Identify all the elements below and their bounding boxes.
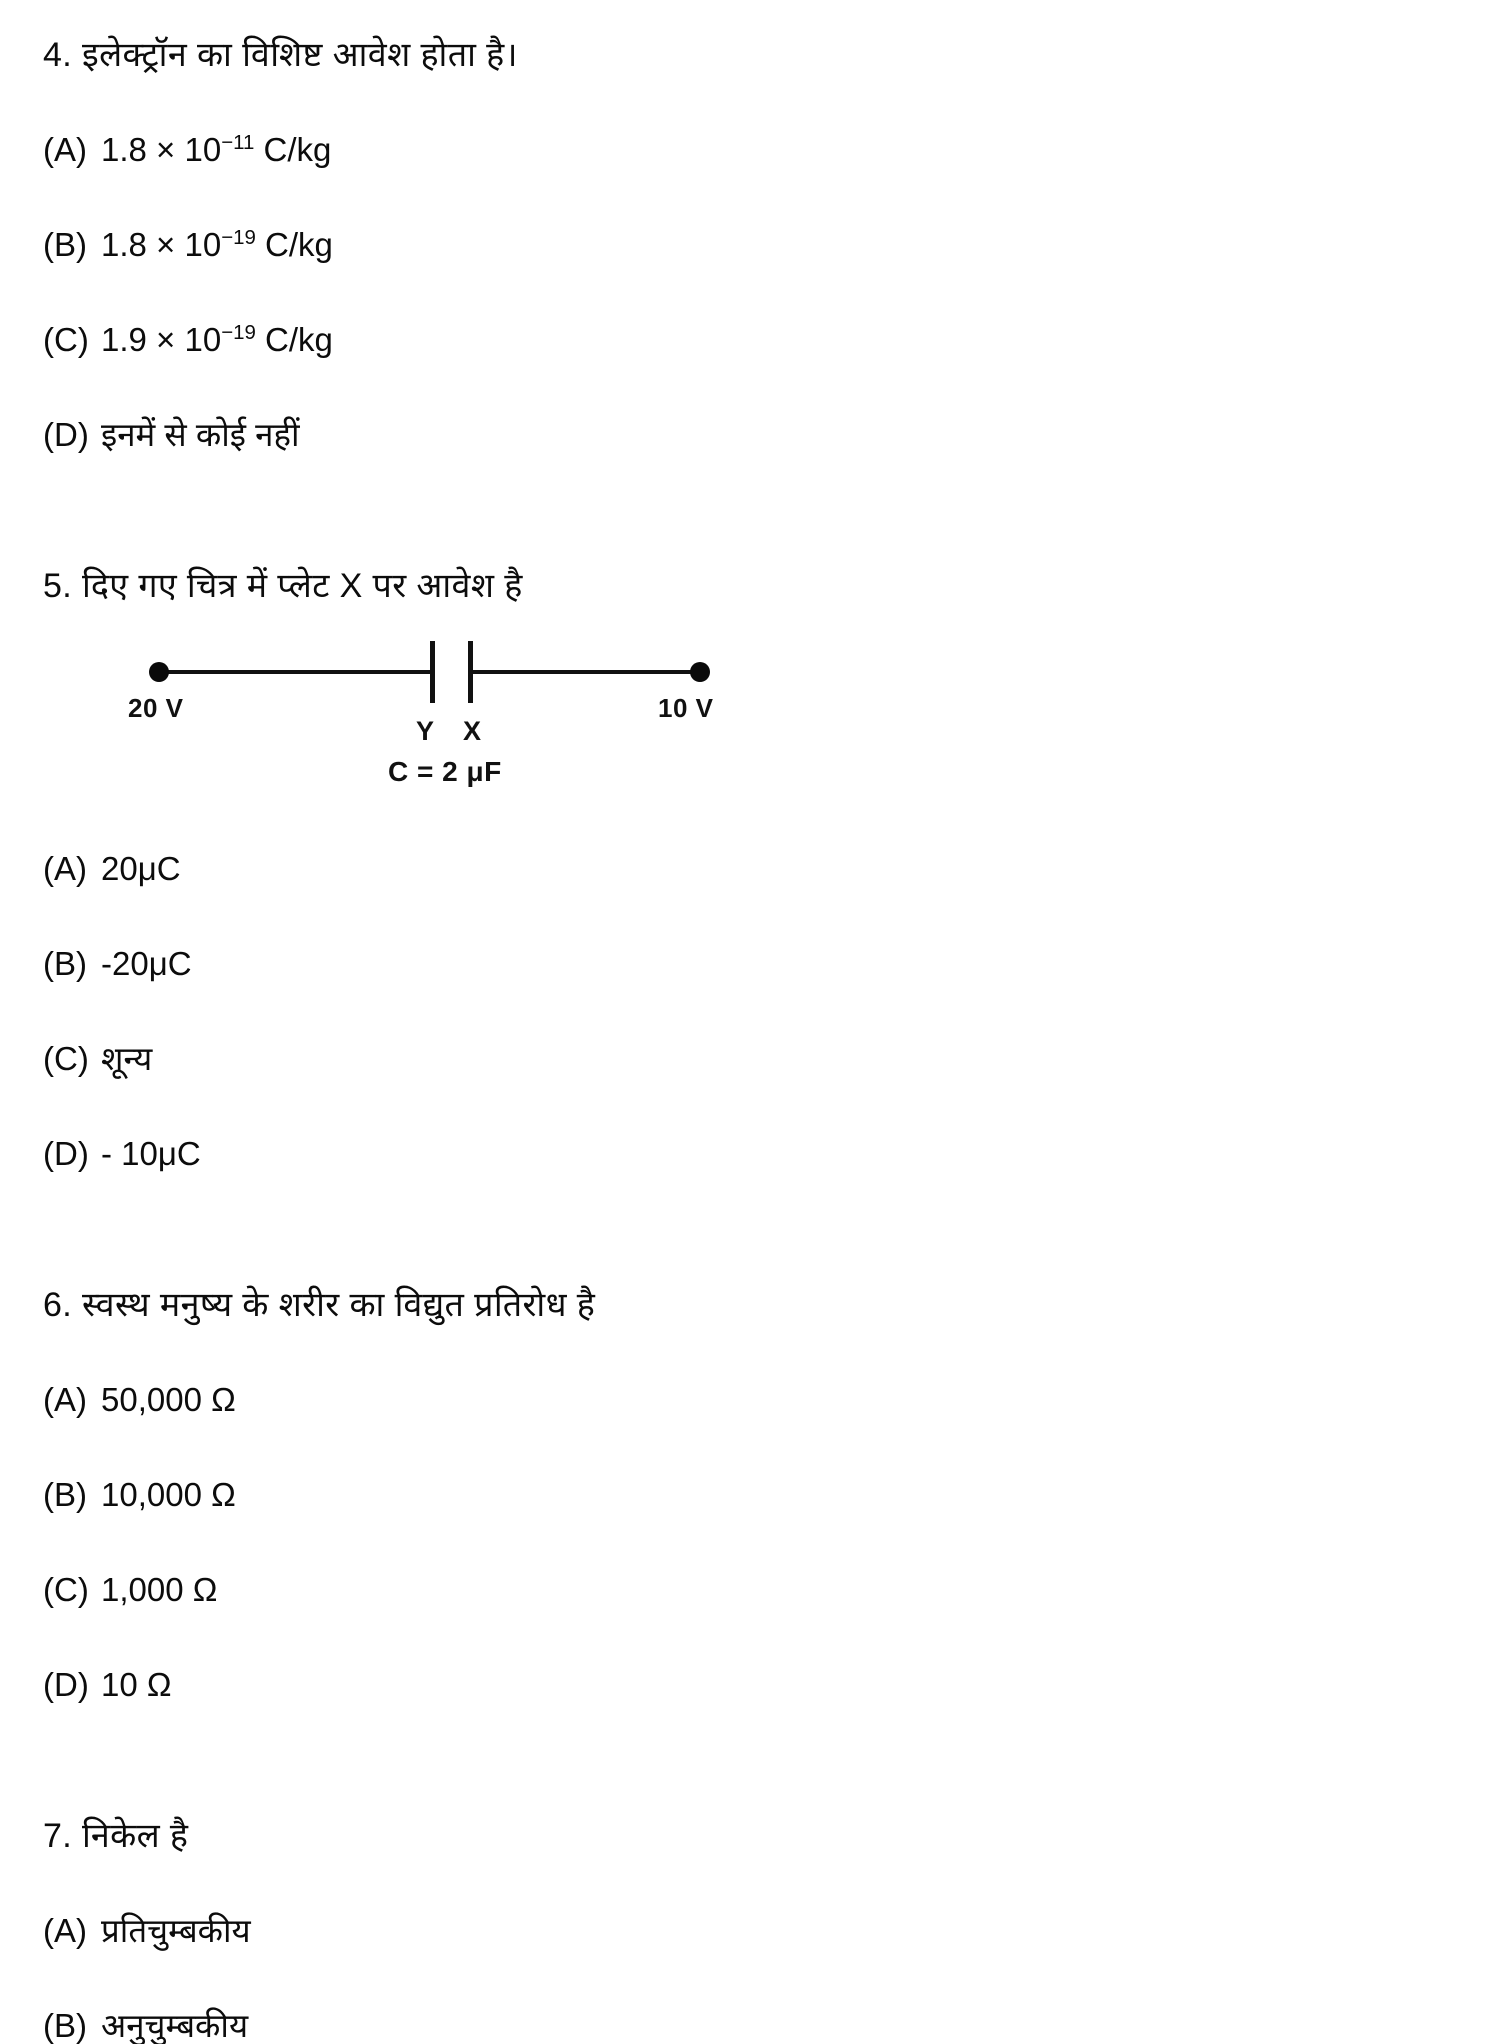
option-exponent: −19 <box>221 226 256 249</box>
question-5-number: 5. <box>43 567 73 605</box>
question-5-option-d[interactable] <box>43 1137 1443 1170</box>
question-7-option-a[interactable] <box>43 1914 1443 1947</box>
option-text: अनुचुम्बकीय <box>101 2007 249 2044</box>
option-label: (C) <box>43 1040 89 1077</box>
option-suffix: C/kg <box>255 226 333 263</box>
option-label: (B) <box>43 945 87 982</box>
terminal-node-right <box>690 662 710 682</box>
question-7-stem <box>43 1819 1443 1853</box>
question-5-stem <box>43 569 1443 603</box>
question-6-number: 6. <box>43 1286 73 1324</box>
option-label: (C) <box>43 321 89 358</box>
option-suffix: C/kg <box>254 131 332 168</box>
capacitor-circuit-diagram <box>98 621 758 791</box>
option-text: 20μC <box>101 850 181 887</box>
right-terminal-voltage-label: 10 V <box>658 693 714 723</box>
capacitance-label: C = 2 μF <box>388 756 502 787</box>
question-4-option-d[interactable] <box>43 418 1443 451</box>
question-6-text: स्वस्थ मनुष्य के शरीर का विद्युत प्रतिरोध है <box>82 1286 596 1324</box>
option-exponent: −11 <box>221 131 255 154</box>
question-5-option-a[interactable] <box>43 852 1443 885</box>
option-label: (A) <box>43 850 87 887</box>
option-text: -20μC <box>101 945 192 982</box>
question-6-stem <box>43 1288 1443 1322</box>
option-text: 1.8 × 10 <box>101 131 222 168</box>
question-5-option-b[interactable] <box>43 947 1443 980</box>
option-label: (B) <box>43 2007 87 2044</box>
question-4-option-a[interactable] <box>43 133 1443 166</box>
question-6-option-a[interactable] <box>43 1383 1443 1416</box>
question-6-option-c[interactable] <box>43 1573 1443 1606</box>
option-text: 50,000 Ω <box>101 1381 236 1418</box>
question-7-number: 7. <box>43 1817 73 1855</box>
question-6-option-b[interactable] <box>43 1478 1443 1511</box>
question-7-option-b[interactable] <box>43 2009 1443 2042</box>
option-exponent: −19 <box>221 321 256 344</box>
question-5 <box>43 569 1443 1170</box>
terminal-node-left <box>149 662 169 682</box>
option-label: (A) <box>43 1381 87 1418</box>
wire-left-segment <box>158 670 433 674</box>
question-5-option-c[interactable] <box>43 1042 1443 1075</box>
option-label: (D) <box>43 1666 89 1703</box>
capacitor-plate-y <box>430 641 435 703</box>
wire-right-segment <box>470 670 700 674</box>
question-4-option-c[interactable] <box>43 323 1443 356</box>
left-terminal-voltage-label: 20 V <box>128 693 184 723</box>
option-label: (D) <box>43 1135 89 1172</box>
option-label: (B) <box>43 226 87 263</box>
option-label: (A) <box>43 131 87 168</box>
capacitor-plate-x <box>468 641 473 703</box>
question-7-text: निकेल है <box>82 1817 189 1855</box>
option-text: प्रतिचुम्बकीय <box>101 1912 251 1949</box>
option-label: (D) <box>43 416 89 453</box>
question-4 <box>43 38 1443 451</box>
option-text: शून्य <box>101 1040 153 1077</box>
option-label: (A) <box>43 1912 87 1949</box>
question-4-option-b[interactable] <box>43 228 1443 261</box>
question-4-number: 4. <box>43 36 73 74</box>
option-text: 1.8 × 10 <box>101 226 222 263</box>
question-list <box>43 38 1443 2042</box>
question-5-text: दिए गए चित्र में प्लेट X पर आवेश है <box>82 567 523 605</box>
question-6-option-d[interactable] <box>43 1668 1443 1701</box>
plate-name-labels: Y X <box>416 716 493 746</box>
question-6 <box>43 1288 1443 1701</box>
option-label: (C) <box>43 1571 89 1608</box>
option-label: (B) <box>43 1476 87 1513</box>
option-text: - 10μC <box>101 1135 201 1172</box>
option-suffix: C/kg <box>255 321 333 358</box>
question-7 <box>43 1819 1443 2042</box>
option-text: 1,000 Ω <box>101 1571 218 1608</box>
question-4-stem <box>43 38 1443 72</box>
option-text: 1.9 × 10 <box>101 321 222 358</box>
option-text: 10,000 Ω <box>101 1476 236 1513</box>
question-4-text: इलेक्ट्रॉन का विशिष्ट आवेश होता है। <box>82 36 518 74</box>
option-text: 10 Ω <box>101 1666 172 1703</box>
option-text: इनमें से कोई नहीं <box>101 416 300 453</box>
